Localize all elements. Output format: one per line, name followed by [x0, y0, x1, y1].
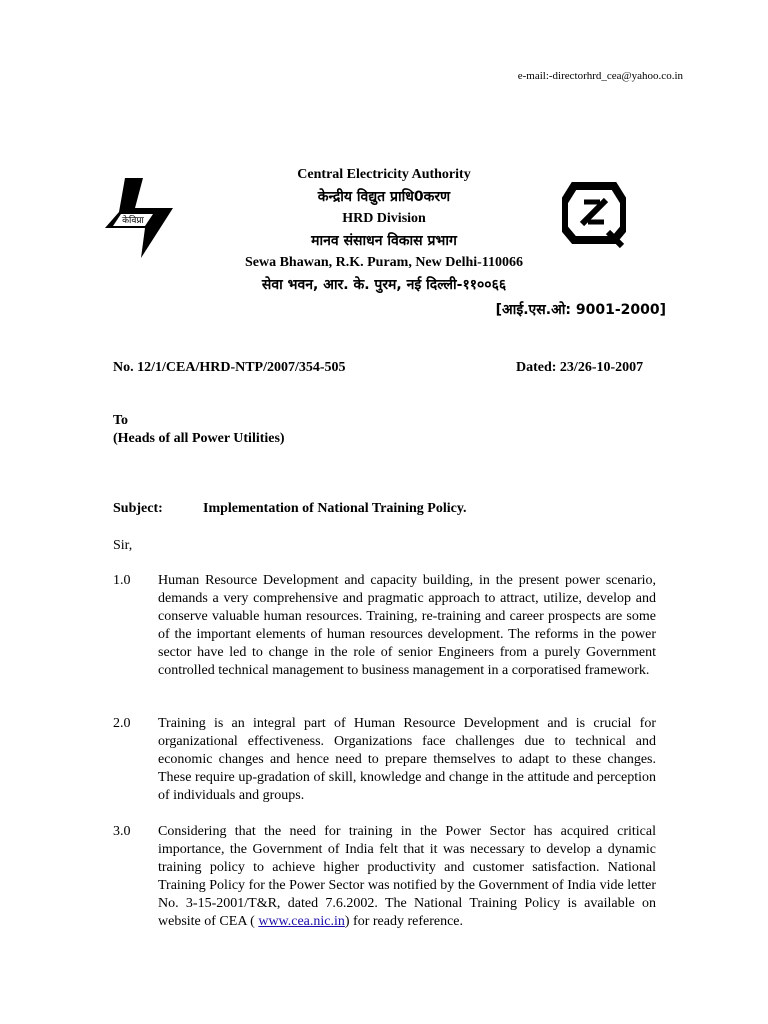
paragraph-1 — [113, 572, 656, 680]
paragraph-number: 3.0 — [113, 824, 131, 839]
reference-number: No. 12/1/CEA/HRD-NTP/2007/354-505 — [113, 360, 346, 375]
cea-website-link[interactable]: www.cea.nic.in — [258, 914, 345, 929]
paragraph-number: 2.0 — [113, 716, 131, 731]
salutation: Sir, — [113, 538, 133, 553]
paragraph-3 — [113, 823, 656, 931]
iso-certification: [आई.एस.ओ: 9001-2000] — [495, 302, 666, 318]
paragraph-text-part: ) for ready reference. — [344, 914, 464, 929]
letterhead — [0, 164, 768, 296]
org-name-english: Central Electricity Authority — [297, 167, 471, 182]
email-address: e-mail:-directorhrd_cea@yahoo.co.in — [517, 70, 683, 82]
paragraph-text: Human Resource Development and capacity building, in the present power scenario, demands a very comprehensive and pragmatic approach to attract, utilize, develop and conserve valuable human resources. Training, re-training and career prospects are some of the important elements of human resources development. The reforms in the power sector have led to change in the role of senior Engineers from a purely Government controlled technical management to business management in a corporatised framework. — [158, 573, 656, 678]
to-label: To — [113, 413, 129, 428]
paragraph-text-part: Considering that the need for training in the Power Sector has acquired critical importance, the Government of India felt that it was necessary to develop a dynamic training policy to achieve higher productivity and customer satisfaction. National Training Policy for the Power Sector was notified by the Government of India vide letter No. 3-15-2001/T&R, dated 7.6.2002. The National Training Policy is available on website of CEA ( — [158, 824, 656, 929]
recipient-block — [113, 412, 285, 448]
letter-date: Dated: 23/26-10-2007 — [516, 360, 644, 375]
addressee: (Heads of all Power Utilities) — [113, 431, 285, 446]
paragraph-text — [158, 823, 656, 931]
paragraph-text: Training is an integral part of Human Resource Development and is crucial for organizational effectiveness. Organizations face challenges due to technical and economic changes and hence need to prepare themselves to adapt to these changes. These require up-gradation of skill, knowledge and change in the attitude and perception of individuals and groups. — [158, 716, 656, 803]
division-english: HRD Division — [342, 211, 426, 226]
cea-logo-text: केविप्रा — [122, 216, 144, 226]
address-english: Sewa Bhawan, R.K. Puram, New Delhi-110066 — [244, 255, 524, 270]
subject-text: Implementation of National Training Policy. — [203, 501, 467, 516]
division-hindi: मानव संसाधन विकास प्रभाग — [311, 233, 457, 249]
paragraph-2 — [113, 715, 656, 805]
paragraph-number: 1.0 — [113, 573, 131, 588]
subject-label: Subject: — [113, 501, 163, 516]
address-hindi: सेवा भवन, आर. के. पुरम, नई दिल्ली-११००६६ — [261, 277, 507, 293]
org-name-hindi: केन्द्रीय विद्युत प्राधि0करण — [317, 189, 451, 205]
